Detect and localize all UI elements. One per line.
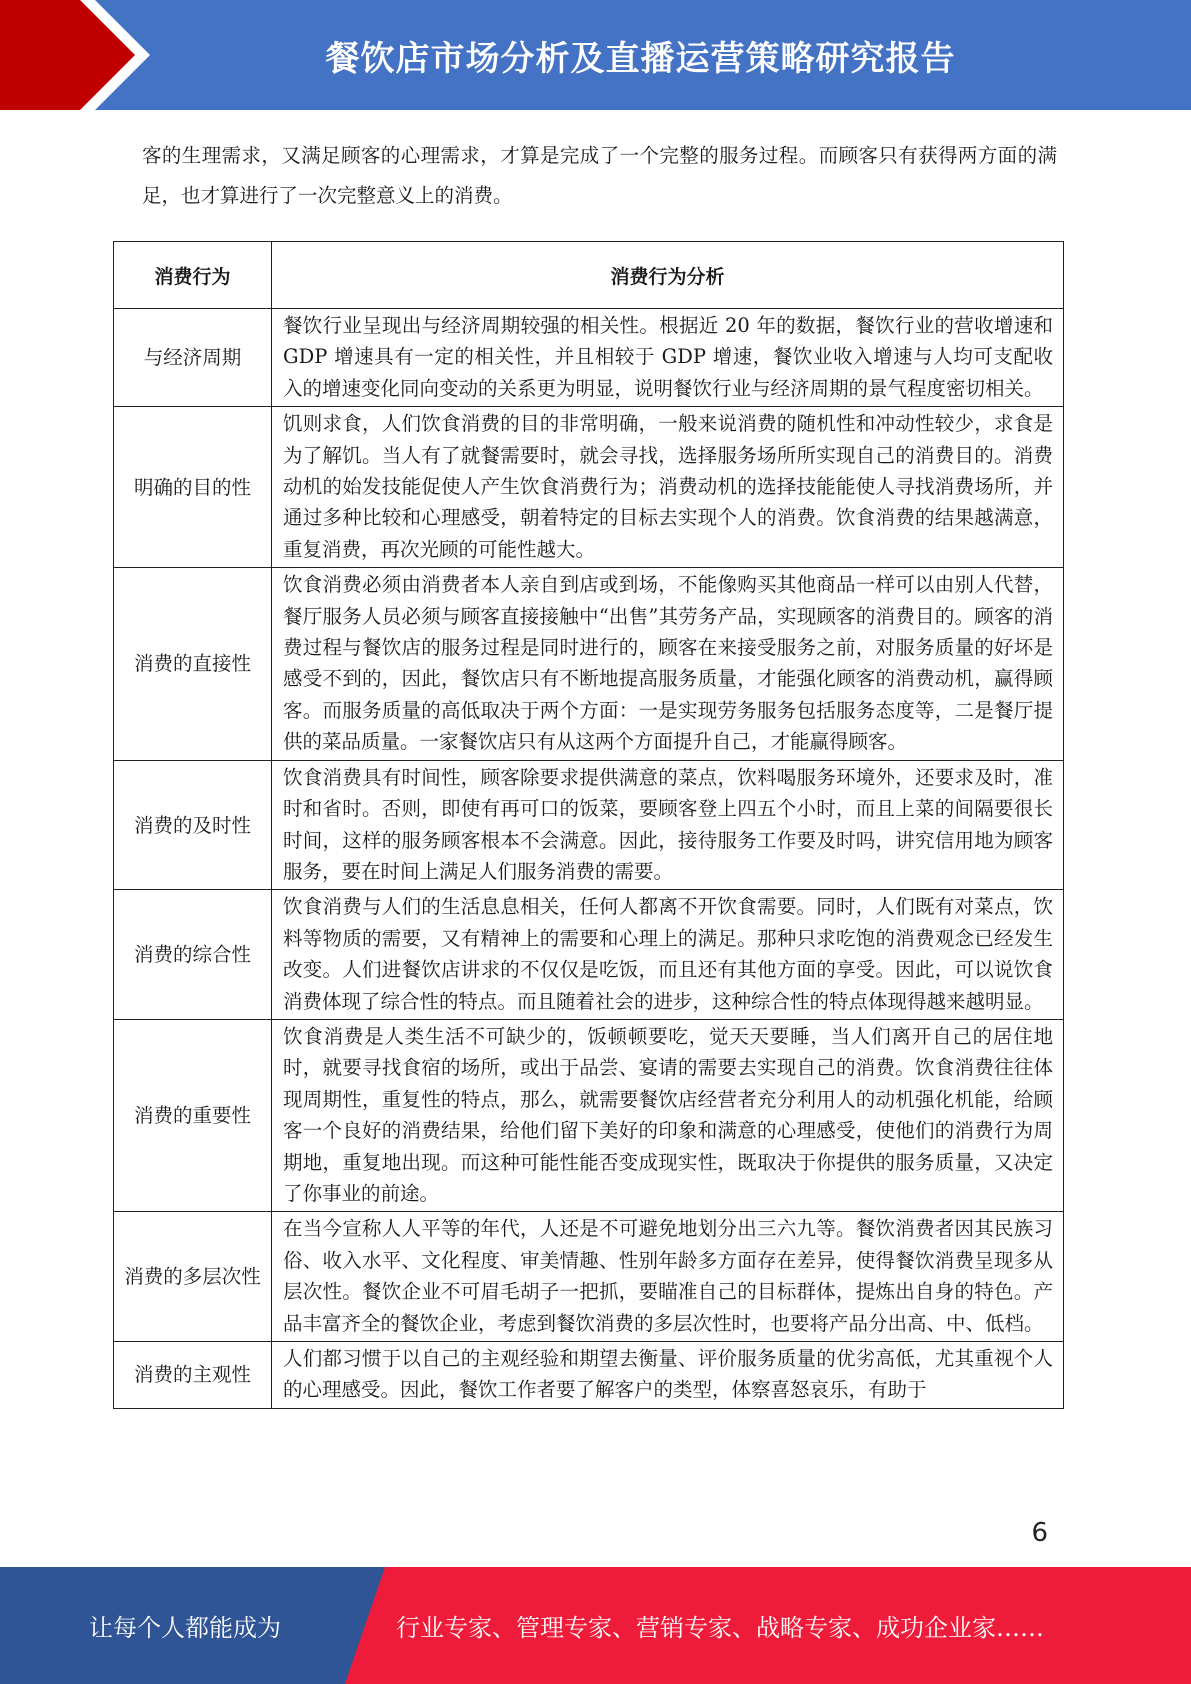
row-analysis: 饮食消费具有时间性，顾客除要求提供满意的菜点，饮料喝服务环境外，还要求及时，准时和省时。否则，即使有再可口的饭菜，要顾客登上四五个小时，而且上菜的间隔要很长时间，这样的服务顾客根本不会满意。因此，接待服务工作要及时吗，讲究信用地为顾客服务，要在时间上满足人们服务消费的需要。: [272, 760, 1064, 890]
intro-text: 客的生理需求，又满足顾客的心理需求，才算是完成了一个完整的服务过程。而顾客只有获得两方面的满足，也才算进行了一次完整意义上的消费。: [142, 144, 1057, 207]
row-analysis: 饮食消费是人类生活不可缺少的，饭顿顿要吃，觉天天要睡，当人们离开自己的居住地时，就要寻找食宿的场所，或出于品尝、宴请的需要去实现自己的消费。饮食消费往往体现周期性，重复性的特点，那么，就需要餐饮店经营者充分利用人的动机强化机能，给顾客一个良好的消费结果，给他们留下美好的印象和满意的心理感受，使他们的消费行为周期地，重复地出现。而这种可能性能否变成现实性，既取决于你提供的服务质量，又决定了你事业的前途。: [272, 1019, 1064, 1211]
row-category: 消费的直接性: [114, 568, 272, 760]
page-title: 餐饮店市场分析及直播运营策略研究报告: [325, 38, 956, 79]
header-arrow-graphic: [0, 0, 160, 110]
header-banner: [0, 0, 1191, 110]
table-row: [114, 309, 1064, 407]
row-category: 消费的综合性: [114, 890, 272, 1020]
row-category: 消费的重要性: [114, 1019, 272, 1211]
table-row: [114, 890, 1064, 1020]
row-analysis: 餐饮行业呈现出与经济周期较强的相关性。根据近 20 年的数据，餐饮行业的营收增速和 GDP 增速具有一定的相关性，并且相较于 GDP 增速，餐饮业收入增速与人均可支配收入的增速变化同向变动的关系更为明显，说明餐饮行业与经济周期的景气程度密切相关。: [272, 309, 1064, 407]
consumer-behavior-table: [113, 241, 1064, 1409]
table-row: [114, 568, 1064, 760]
row-analysis: 人们都习惯于以自己的主观经验和期望去衡量、评价服务质量的优劣高低，尤其重视个人的心理感受。因此，餐饮工作者要了解客户的类型，体察喜怒哀乐，有助于: [272, 1342, 1064, 1409]
row-analysis: 饮食消费必须由消费者本人亲自到店或到场，不能像购买其他商品一样可以由别人代替，餐厅服务人员必须与顾客直接接触中“出售”其劳务产品，实现顾客的消费目的。顾客的消费过程与餐饮店的服务过程是同时进行的，顾客在来接受服务之前，对服务质量的好坏是感受不到的，因此，餐饮店只有不断地提高服务质量，才能强化顾客的消费动机，赢得顾客。而服务质量的高低取决于两个方面：一是实现劳务服务包括服务态度等，二是餐厅提供的菜品质量。一家餐饮店只有从这两个方面提升自己，才能赢得顾客。: [272, 568, 1064, 760]
table-row: [114, 407, 1064, 568]
row-analysis: 饮食消费与人们的生活息息相关，任何人都离不开饮食需要。同时，人们既有对菜点，饮料等物质的需要，又有精神上的需要和心理上的满足。那种只求吃饱的消费观念已经发生改变。人们进餐饮店讲求的不仅仅是吃饭，而且还有其他方面的享受。因此，可以说饮食消费体现了综合性的特点。而且随着社会的进步，这种综合性的特点体现得越来越明显。: [272, 890, 1064, 1020]
header-behavior: 消费行为: [114, 242, 272, 309]
row-analysis: 饥则求食，人们饮食消费的目的非常明确，一般来说消费的随机性和冲动性较少，求食是为了解饥。当人有了就餐需要时，就会寻找，选择服务场所所实现自己的消费目的。消费动机的始发技能促使人产生饮食消费行为；消费动机的选择技能能使人寻找消费场所，并通过多种比较和心理感受，朝着特定的目标去实现个人的消费。饮食消费的结果越满意，重复消费，再次光顾的可能性越大。: [272, 407, 1064, 568]
row-category: 消费的多层次性: [114, 1212, 272, 1342]
table-header-row: [114, 242, 1064, 309]
table-row: [114, 760, 1064, 890]
footer-slogan-left: 让每个人都能成为: [89, 1614, 281, 1642]
page-number: 6: [1031, 1518, 1048, 1548]
row-category: 明确的目的性: [114, 407, 272, 568]
header-analysis: 消费行为分析: [272, 242, 1064, 309]
table-row: [114, 1212, 1064, 1342]
footer-slogan-right: 行业专家、管理专家、营销专家、战略专家、成功企业家……: [396, 1614, 1044, 1642]
row-category: 与经济周期: [114, 309, 272, 407]
row-category: 消费的主观性: [114, 1342, 272, 1409]
table-row: [114, 1019, 1064, 1211]
table-row: [114, 1342, 1064, 1409]
footer-banner: [0, 1567, 1191, 1684]
row-category: 消费的及时性: [114, 760, 272, 890]
row-analysis: 在当今宣称人人平等的年代，人还是不可避免地划分出三六九等。餐饮消费者因其民族习俗、收入水平、文化程度、审美情趣、性别年龄多方面存在差异，使得餐饮消费呈现多从层次性。餐饮企业不可眉毛胡子一把抓，要瞄准自己的目标群体，提炼出自身的特色。产品丰富齐全的餐饮企业，考虑到餐饮消费的多层次性时，也要将产品分出高、中、低档。: [272, 1212, 1064, 1342]
intro-paragraph: [142, 136, 1057, 216]
